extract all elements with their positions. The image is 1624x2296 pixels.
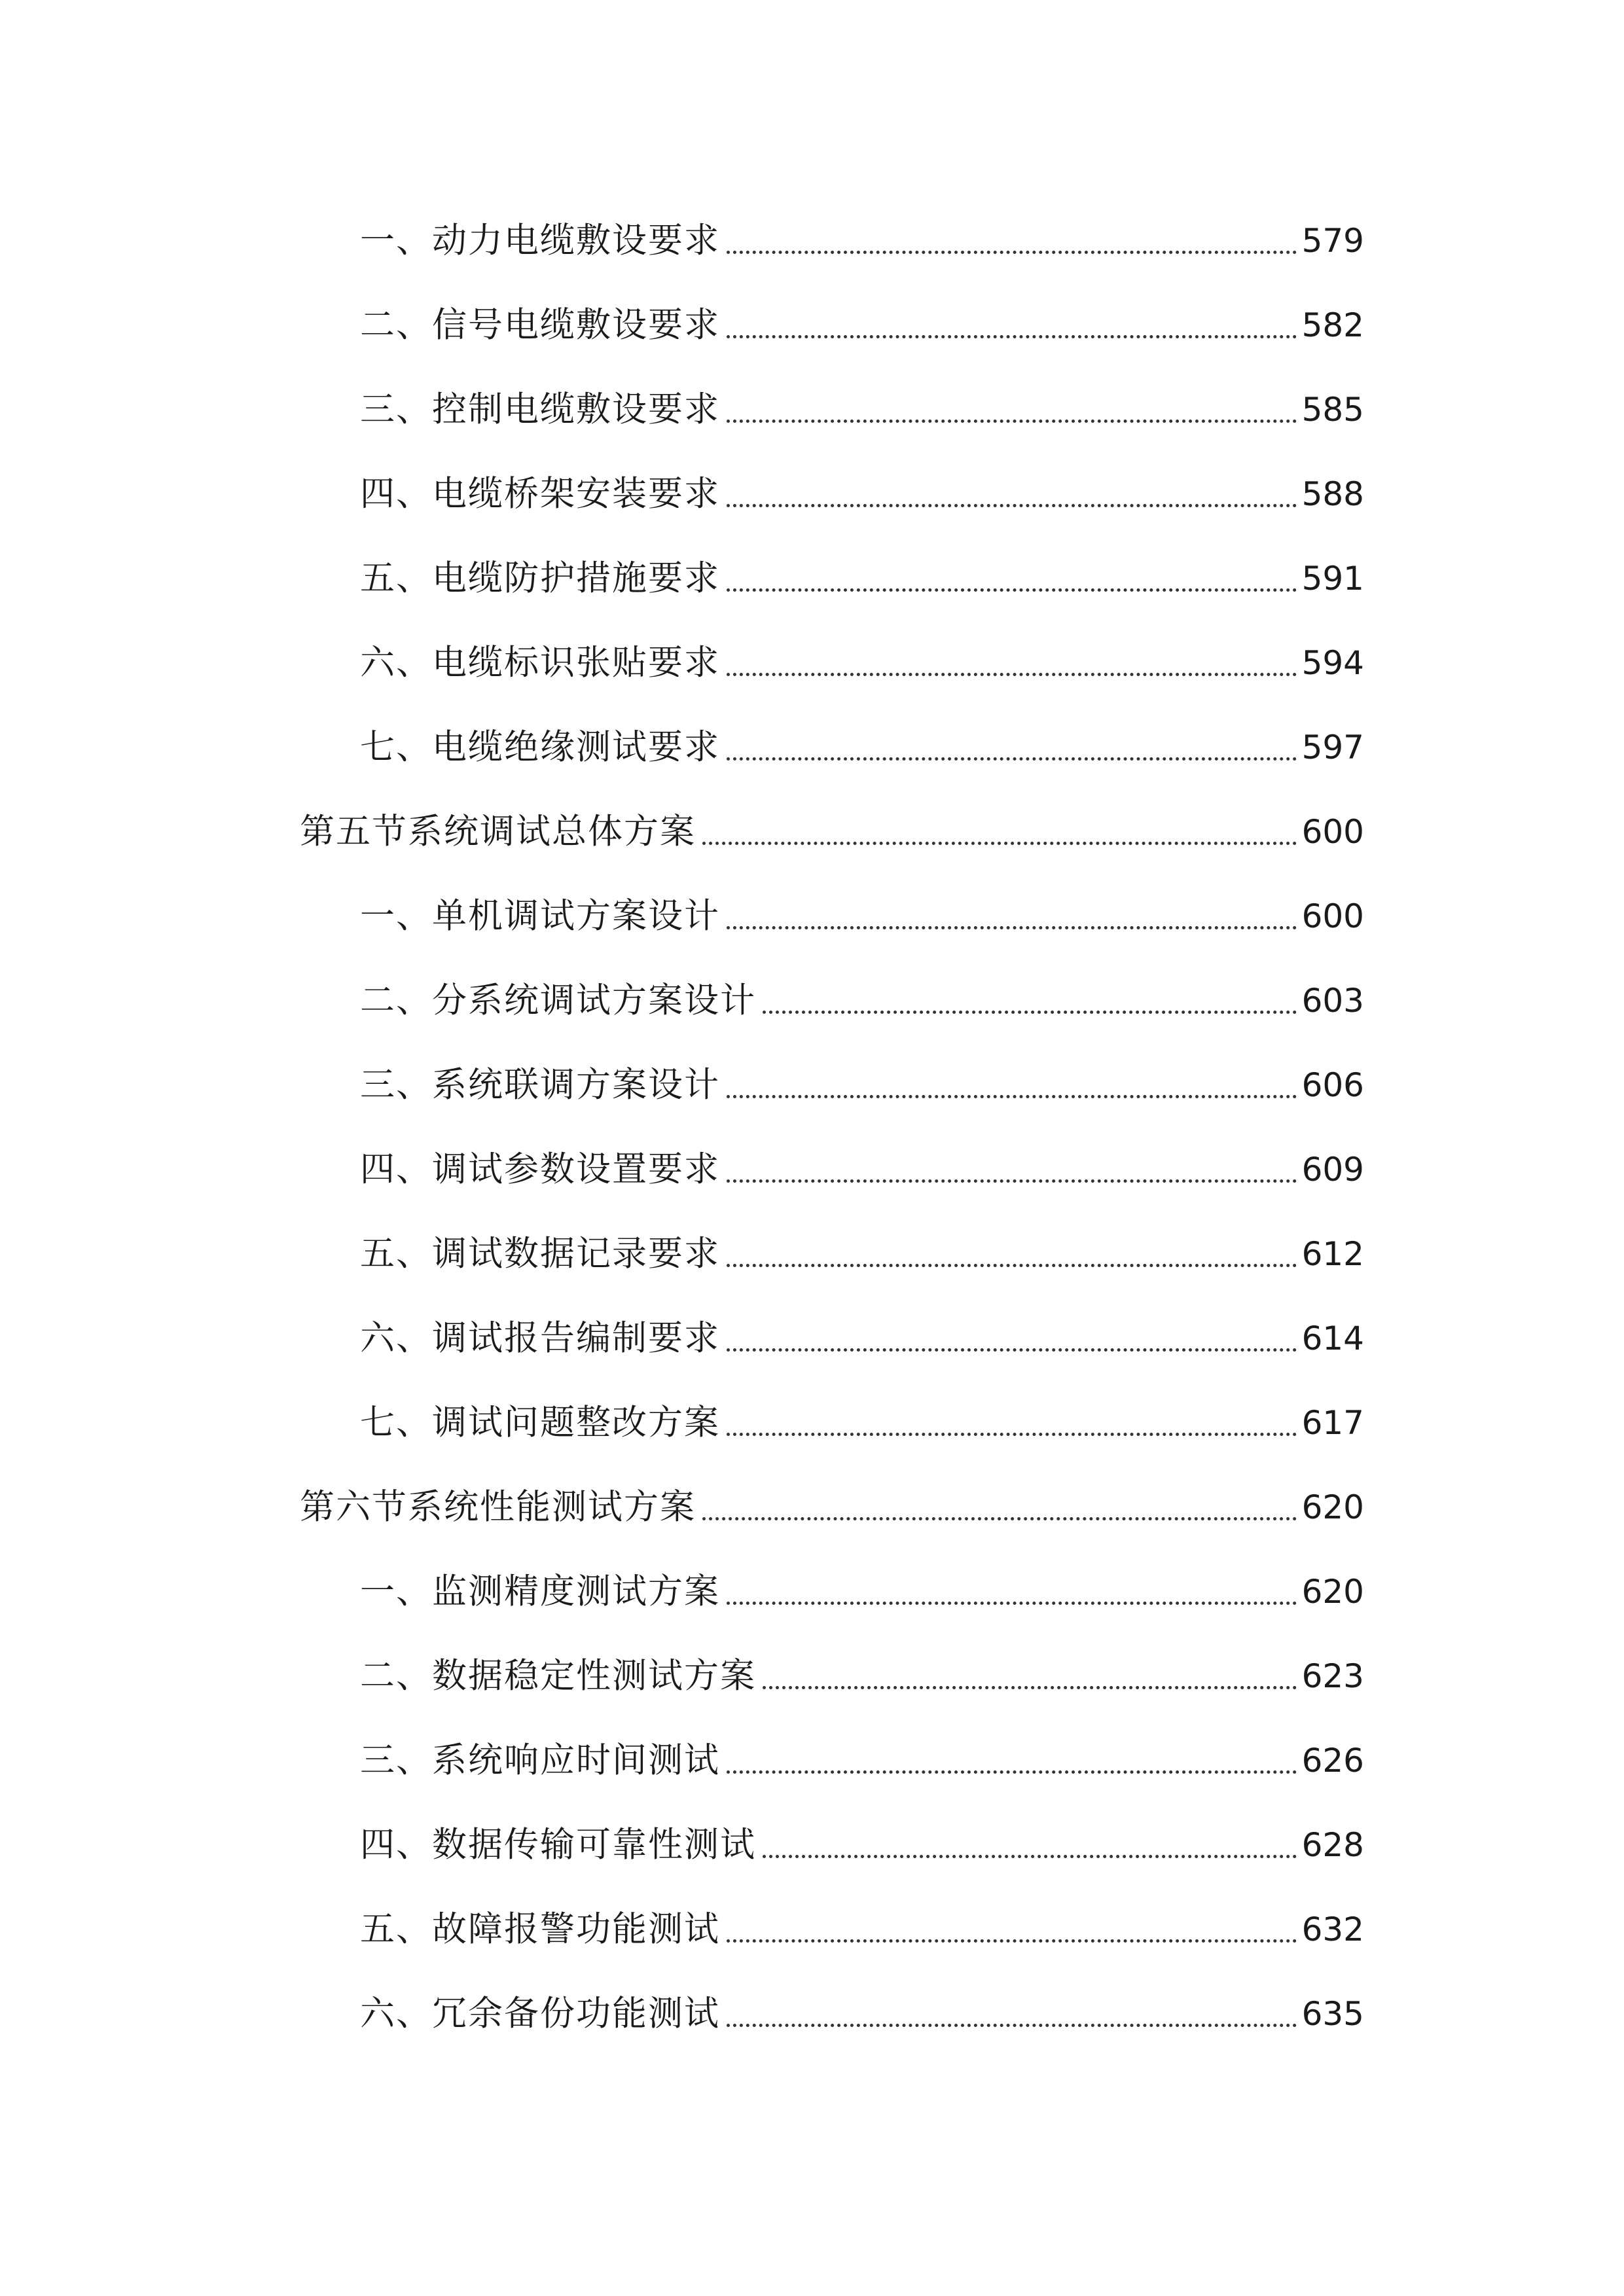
toc-entry[interactable]: [360, 1054, 1364, 1106]
toc-entry-page: 609: [1301, 1151, 1364, 1189]
toc-entry[interactable]: [360, 969, 1364, 1022]
toc-dot-leader: [727, 673, 1297, 676]
toc-entry-page: 612: [1301, 1235, 1364, 1273]
toc-entry-title: 四、数据传输可靠性测试: [360, 1825, 756, 1865]
toc-entry-page: 620: [1301, 1573, 1364, 1611]
toc-dot-leader: [727, 1939, 1297, 1943]
toc-dot-leader: [727, 335, 1297, 338]
toc-entry[interactable]: [360, 1729, 1364, 1782]
toc-entry-title: 五、故障报警功能测试: [360, 1909, 720, 1949]
toc-entry-page: 635: [1301, 1995, 1364, 2033]
toc-dot-leader: [727, 1348, 1297, 1352]
toc-entry-page: 617: [1301, 1404, 1364, 1442]
toc-dot-leader: [702, 842, 1297, 845]
toc-dot-leader: [727, 588, 1297, 592]
toc-entry-title: 六、电缆标识张贴要求: [360, 643, 720, 683]
toc-entry-page: 620: [1301, 1488, 1364, 1526]
toc-entry-title: 六、冗余备份功能测试: [360, 1994, 720, 2034]
toc-dot-leader: [702, 1517, 1297, 1520]
toc-entry-page: 582: [1301, 306, 1364, 344]
toc-entry[interactable]: [360, 547, 1364, 600]
toc-entry-title: 一、动力电缆敷设要求: [360, 221, 720, 260]
toc-entry-title: 一、监测精度测试方案: [360, 1571, 720, 1611]
toc-dot-leader: [727, 504, 1297, 507]
toc-entry-page: 603: [1301, 982, 1364, 1020]
toc-entry[interactable]: [360, 1982, 1364, 2035]
toc-entry-page: 591: [1301, 560, 1364, 598]
toc-entry-page: 632: [1301, 1910, 1364, 1948]
toc-dot-leader: [763, 1011, 1297, 1014]
toc-dot-leader: [727, 1770, 1297, 1774]
toc-entry-page: 579: [1301, 222, 1364, 260]
toc-entry-title: 六、调试报告编制要求: [360, 1318, 720, 1358]
toc-entry[interactable]: [360, 463, 1364, 515]
toc-entry-title: 二、分系统调试方案设计: [360, 980, 756, 1020]
toc-dot-leader: [727, 1433, 1297, 1436]
toc-entry-page: 588: [1301, 475, 1364, 513]
toc-entry[interactable]: [360, 1560, 1364, 1613]
toc-entry-title: 五、调试数据记录要求: [360, 1234, 720, 1274]
toc-dot-leader: [727, 1264, 1297, 1267]
toc-dot-leader: [727, 1179, 1297, 1183]
toc-entry-title: 七、调试问题整改方案: [360, 1403, 720, 1443]
toc-entry-title: 二、信号电缆敷设要求: [360, 305, 720, 345]
toc-entry-title: 二、数据稳定性测试方案: [360, 1656, 756, 1696]
toc-entry[interactable]: [360, 1138, 1364, 1191]
toc-dot-leader: [727, 1095, 1297, 1098]
toc-entry-title: 第六节系统性能测试方案: [300, 1487, 696, 1527]
toc-entry-page: 628: [1301, 1826, 1364, 1864]
toc-entry-title: 七、电缆绝缘测试要求: [360, 727, 720, 767]
toc-entry-page: 600: [1301, 897, 1364, 935]
toc-dot-leader: [727, 420, 1297, 423]
toc-dot-leader: [763, 1855, 1297, 1858]
toc-entry-page: 597: [1301, 728, 1364, 766]
toc-dot-leader: [727, 926, 1297, 929]
toc-dot-leader: [727, 757, 1297, 761]
toc-entry-page: 623: [1301, 1657, 1364, 1695]
toc-entry-page: 585: [1301, 391, 1364, 429]
toc-entry[interactable]: [360, 885, 1364, 937]
toc-entry[interactable]: [360, 1898, 1364, 1950]
toc-entry-page: 606: [1301, 1066, 1364, 1104]
toc-entry[interactable]: [360, 1307, 1364, 1359]
toc-entry-title: 第五节系统调试总体方案: [300, 812, 696, 852]
toc-entry-page: 626: [1301, 1742, 1364, 1780]
toc-entry-page: 594: [1301, 644, 1364, 682]
toc-entry[interactable]: [360, 1391, 1364, 1444]
toc-entry-title: 四、电缆桥架安装要求: [360, 474, 720, 514]
toc-entry[interactable]: [360, 294, 1364, 346]
toc-entry-page: 614: [1301, 1319, 1364, 1357]
toc-dot-leader: [727, 1602, 1297, 1605]
toc-entry[interactable]: [360, 1223, 1364, 1275]
toc-entry[interactable]: [360, 1814, 1364, 1866]
toc-entry[interactable]: [360, 632, 1364, 684]
toc-entry-title: 三、系统响应时间测试: [360, 1740, 720, 1780]
toc-entry[interactable]: [360, 1645, 1364, 1697]
toc-entry-title: 五、电缆防护措施要求: [360, 558, 720, 598]
toc-entry[interactable]: [360, 378, 1364, 431]
toc-entry[interactable]: [360, 209, 1364, 262]
toc-entry-title: 一、单机调试方案设计: [360, 896, 720, 936]
toc-entry-page: 600: [1301, 813, 1364, 851]
toc-dot-leader: [727, 2024, 1297, 2027]
toc-section-entry[interactable]: [300, 800, 1364, 853]
toc-dot-leader: [727, 251, 1297, 254]
toc-dot-leader: [763, 1686, 1297, 1689]
toc-entry-title: 三、系统联调方案设计: [360, 1065, 720, 1105]
toc-entry-title: 四、调试参数设置要求: [360, 1149, 720, 1189]
toc-section-entry[interactable]: [300, 1476, 1364, 1528]
toc-entry[interactable]: [360, 716, 1364, 768]
toc-entry-title: 三、控制电缆敷设要求: [360, 389, 720, 429]
